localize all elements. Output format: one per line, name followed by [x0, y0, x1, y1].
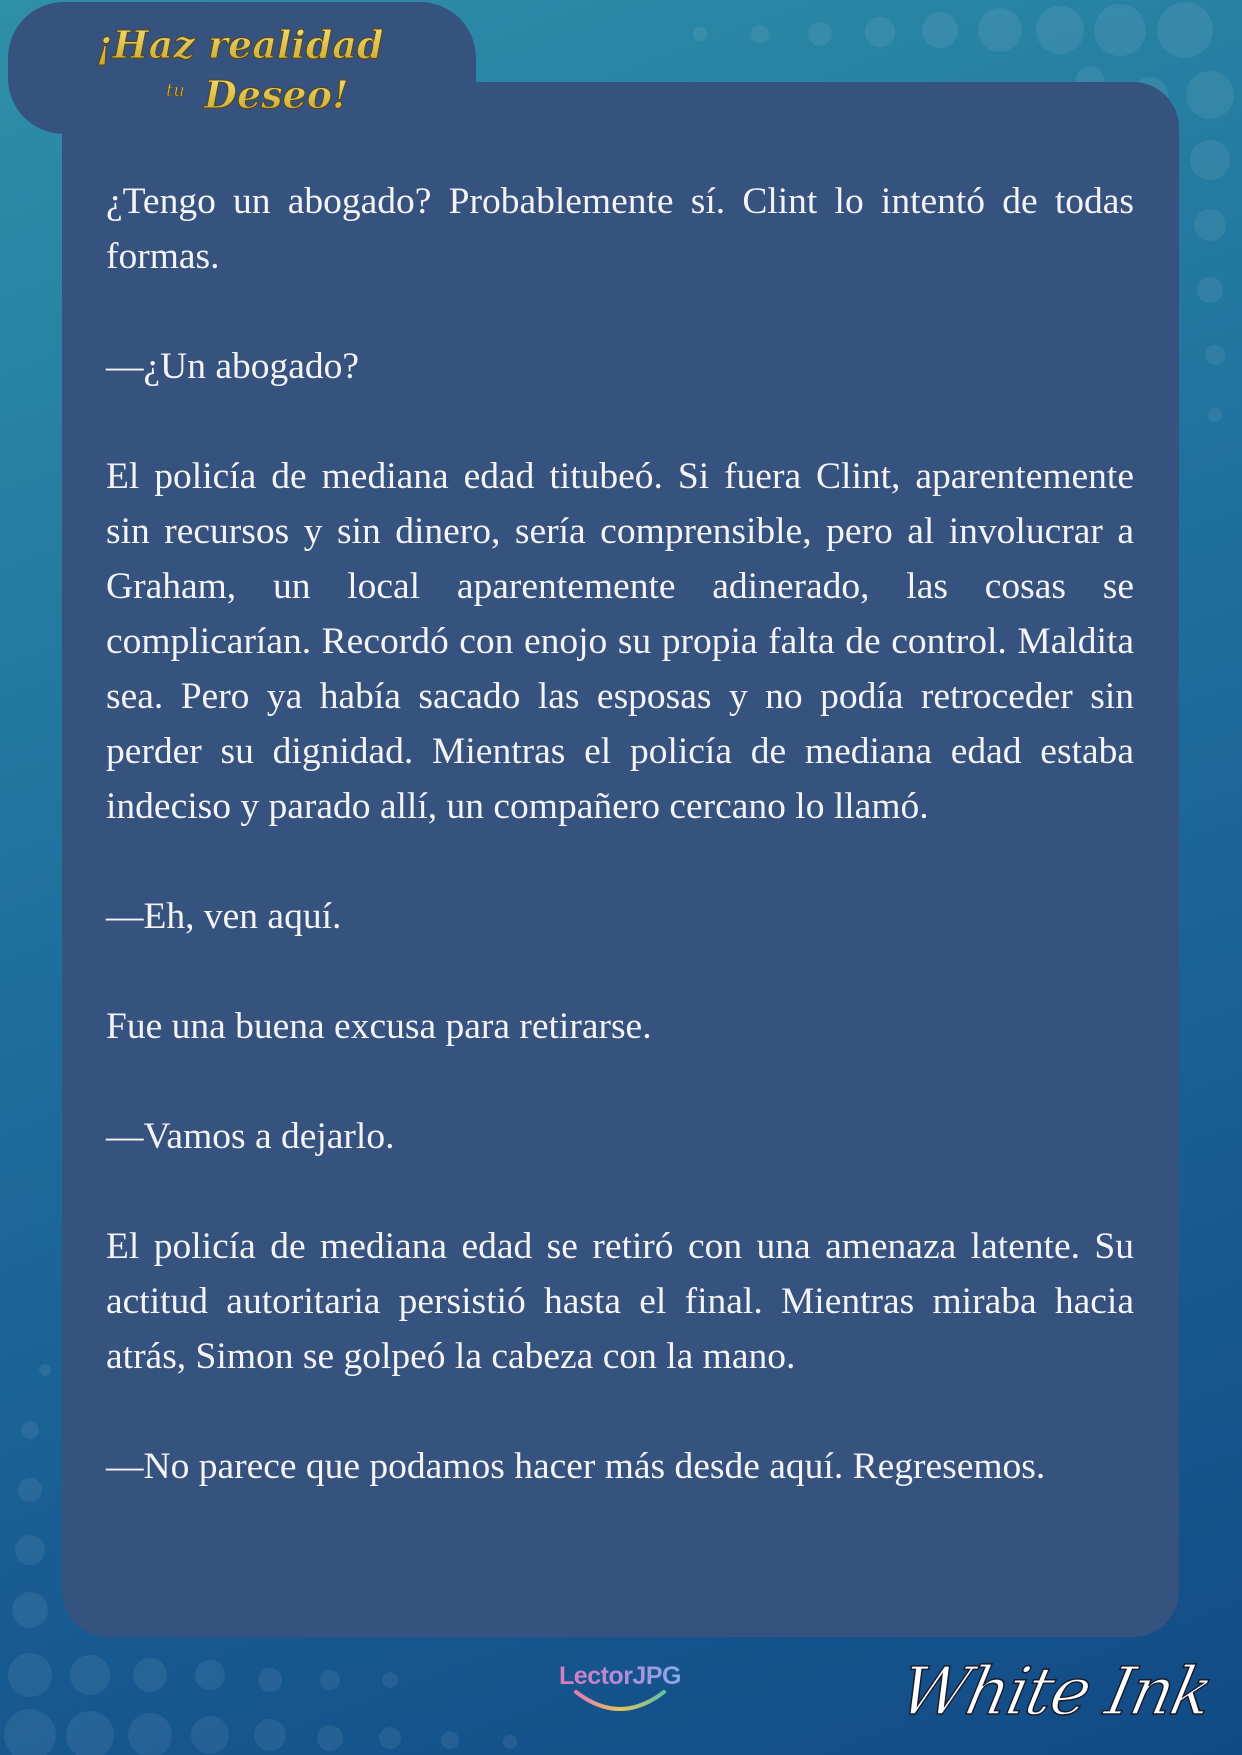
haz-realidad-tu-deseo-logo [92, 12, 392, 122]
svg-text:¡Haz realidad: ¡Haz realidad [96, 22, 384, 67]
lectorjpg-watermark [540, 1656, 700, 1726]
paragraph: —Vamos a dejarlo. [106, 1116, 395, 1157]
paragraph: —¿Un abogado? [106, 346, 360, 387]
svg-text:tu: tu [166, 80, 185, 101]
paragraph: El policía de mediana edad titubeó. Si fuera Clint, aparentemente sin recursos y sin dinero, sería comprensible, pero al involucrar a Graham, un local aparentemente adinerado, las cosas se complicarían. Recordó con enojo su propia falta de control. Maldita sea. Pero ya había sacado las esposas y no podía retroceder sin perder su dignidad. Mientras el policía de mediana edad estaba indeciso y parado allí, un compañero cercano lo llamó. [106, 456, 1134, 827]
smile-arc-icon [568, 1686, 672, 1716]
watermark-text: LectorJPG [540, 1662, 700, 1691]
paragraph: El policía de mediana edad se retiró con una amenaza latente. Su actitud autoritaria persistió hasta el final. Mientras miraba hacia atrás, Simon se golpeó la cabeza con la mano. [106, 1226, 1134, 1377]
svg-text:Deseo!: Deseo! [204, 72, 349, 117]
paragraph: ¿Tengo un abogado? Probablemente sí. Clint lo intentó de todas formas. [106, 181, 1134, 277]
chapter-text [106, 174, 1134, 1494]
white-ink-signature [893, 1614, 1219, 1744]
paragraph: —No parece que podamos hacer más desde aquí. Regresemos. [106, 1446, 1046, 1487]
paragraph: —Eh, ven aquí. [106, 896, 342, 937]
svg-text:White Ink: White Ink [893, 1652, 1219, 1730]
paragraph: Fue una buena excusa para retirarse. [106, 1006, 652, 1047]
